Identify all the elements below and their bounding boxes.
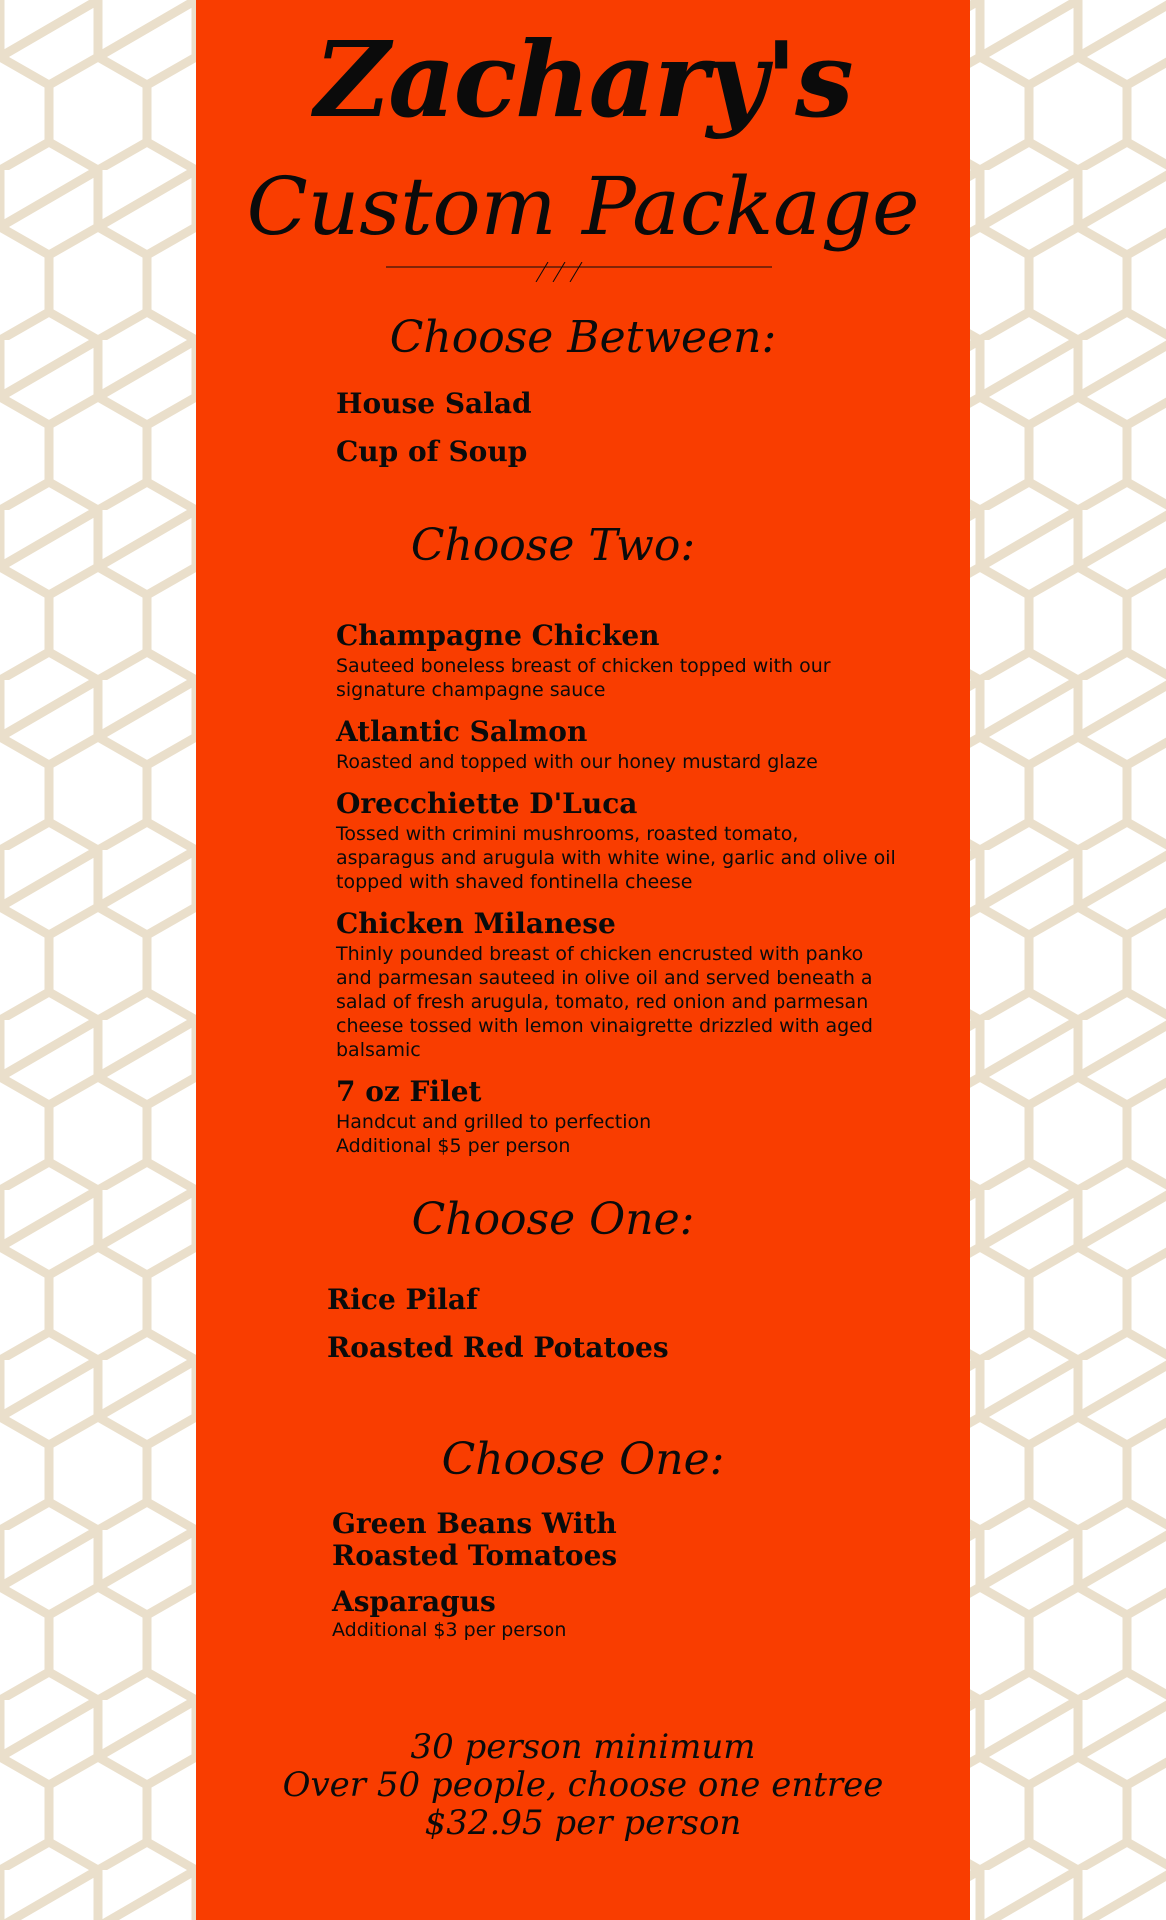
dish-description: Handcut and grilled to perfection (336, 1111, 652, 1133)
section-heading-choose-one-starch: Choose One: (411, 1194, 695, 1245)
footer-entree-rule: Over 50 people, choose one entree (282, 1765, 884, 1805)
dish-description: Sauteed boneless breast of chicken topped with our signature champagne sauce (336, 655, 831, 701)
title-divider (386, 262, 772, 282)
footer-price: $32.95 per person (424, 1803, 742, 1843)
page-title: Custom Package (246, 160, 920, 253)
list-item: Cup of Soup (336, 435, 528, 468)
section-heading-choose-between: Choose Between: (389, 312, 777, 363)
dish-name: Champagne Chicken (336, 619, 660, 652)
list-item: Rice Pilaf (327, 1283, 479, 1316)
list-item: Roasted Red Potatoes (327, 1331, 669, 1364)
section-heading-choose-two: Choose Two: (410, 520, 696, 571)
dish-name: 7 oz Filet (336, 1075, 482, 1108)
section-choose-one-starch-list (327, 1284, 669, 1380)
dish-item (336, 1076, 896, 1158)
footer-minimum: 30 person minimum (410, 1727, 756, 1767)
section-choose-between-list (336, 388, 532, 484)
dish-name: Green Beans With Roasted Tomatoes (332, 1507, 618, 1572)
dish-item (336, 908, 896, 1062)
section-heading-choose-one-vegetable: Choose One: (441, 1434, 725, 1485)
dish-item (336, 788, 896, 894)
menu-panel (196, 0, 970, 1920)
dish-price-note: Additional $3 per person (332, 1619, 567, 1641)
dish-item (332, 1508, 752, 1572)
brand-logo: Zachary's (314, 18, 852, 141)
list-item: House Salad (336, 387, 532, 420)
dish-name: Chicken Milanese (336, 907, 616, 940)
dish-description: Tossed with crimini mushrooms, roasted tomato, asparagus and arugula with white wine, garlic and olive oil topped with shaved fontinella cheese (336, 823, 896, 893)
dish-description: Thinly pounded breast of chicken encrusted with panko and parmesan sauteed in olive oil and served beneath a salad of fresh arugula, tomato, red onion and parmesan cheese tossed with lemon vinaigrette drizzled with aged balsamic (336, 943, 873, 1061)
section-choose-two-list (336, 620, 896, 1172)
dish-item (336, 620, 896, 702)
dish-item (336, 716, 896, 774)
dish-name: Orecchiette D'Luca (336, 787, 638, 820)
dish-description: Roasted and topped with our honey mustard glaze (336, 751, 818, 773)
dish-name: Atlantic Salmon (336, 715, 588, 748)
dish-price-note: Additional $5 per person (336, 1135, 571, 1157)
dish-name: Asparagus (332, 1585, 496, 1618)
section-choose-one-vegetable-list (332, 1508, 752, 1656)
pricing-footer (196, 1728, 970, 1842)
dish-item (332, 1586, 752, 1642)
